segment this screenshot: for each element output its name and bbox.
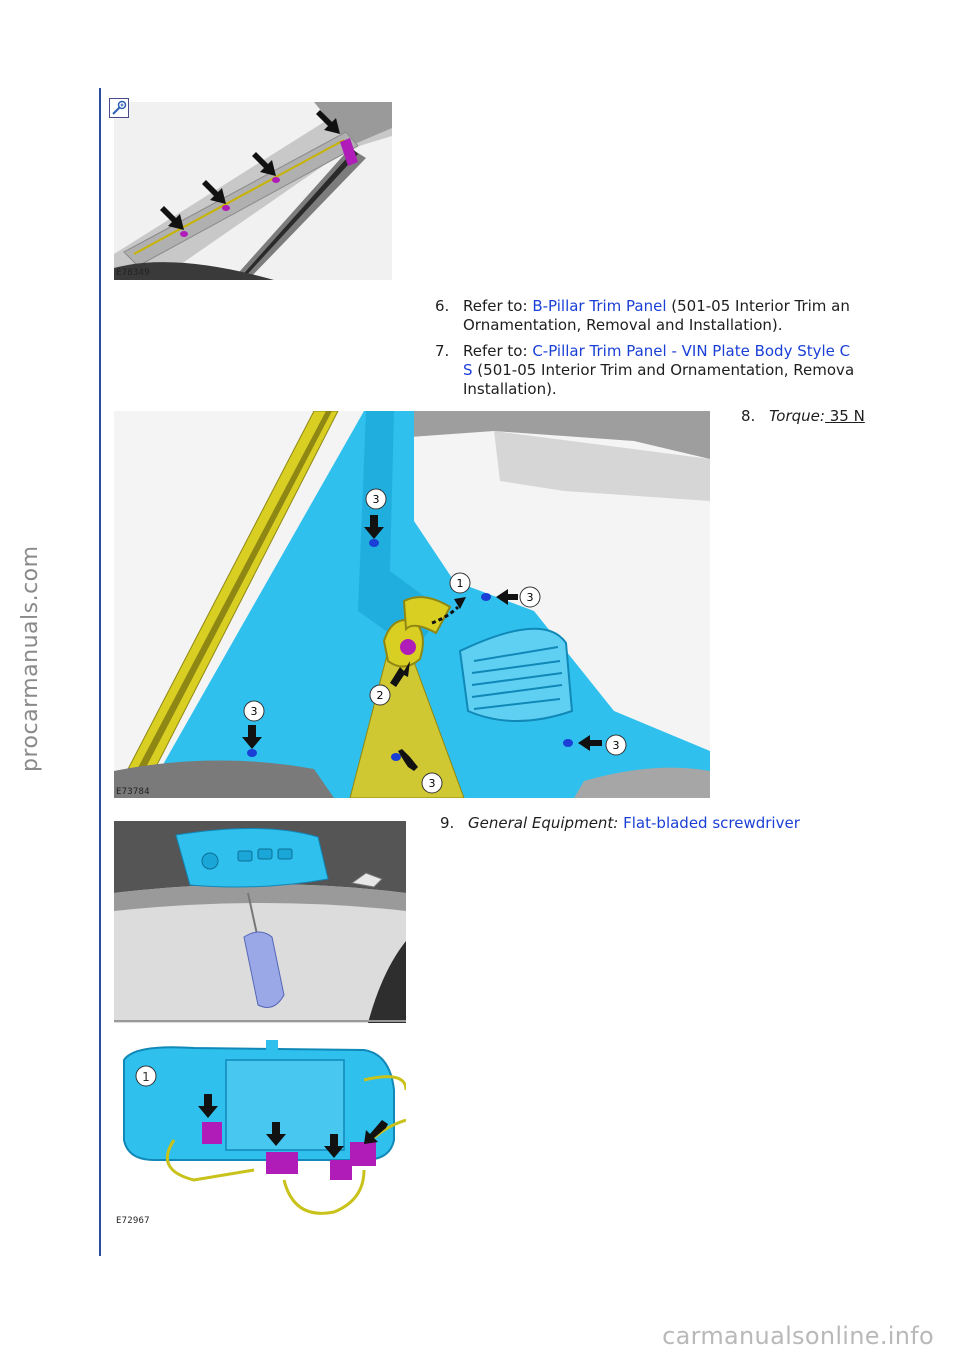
step-prefix: Refer to: <box>463 297 533 315</box>
figure-roof-rail <box>114 102 392 280</box>
figure-label: E73784 <box>116 787 150 797</box>
callout-number: 3 <box>428 777 436 790</box>
step-number: 7. <box>435 342 450 360</box>
step-text-line2: (501-05 Interior Trim and Ornamentation, Remova <box>472 361 855 379</box>
side-watermark: procarmanuals.com <box>18 545 43 772</box>
figure-console-removal <box>114 821 406 1023</box>
link-c-pillar-trim-panel[interactable]: C-Pillar Trim Panel - VIN Plate Body Style C <box>532 342 851 360</box>
step-7 <box>435 342 875 402</box>
callout-number: 3 <box>250 705 258 718</box>
callout-number: 3 <box>372 493 380 506</box>
callout-marker <box>606 735 626 755</box>
step-9 <box>440 814 870 834</box>
link-c-pillar-trim-panel-cont[interactable]: S <box>463 361 473 379</box>
step-6 <box>435 297 875 337</box>
callout-number: 3 <box>526 591 534 604</box>
roof-rail-illustration <box>114 102 392 280</box>
callout-marker <box>244 701 264 721</box>
figure-label: E72967 <box>116 1216 150 1226</box>
callout-marker <box>520 587 540 607</box>
step-number: 9. <box>440 814 455 832</box>
bottom-watermark: carmanualsonline.info <box>662 1322 934 1350</box>
step-number: 6. <box>435 297 450 315</box>
left-margin-rule <box>99 88 101 1256</box>
console-connectors-illustration <box>114 1030 406 1230</box>
callout-marker <box>370 685 390 705</box>
figure-label: E78349 <box>116 268 150 278</box>
torque-label: Torque: <box>769 407 825 425</box>
step-text-line3: Installation). <box>463 380 557 398</box>
step-number: 8. <box>741 407 756 425</box>
figure-console-connectors <box>114 1030 406 1230</box>
link-b-pillar-trim-panel[interactable]: B-Pillar Trim Panel <box>532 297 667 315</box>
step-body <box>468 814 800 833</box>
callout-marker <box>366 489 386 509</box>
step-body <box>769 407 865 426</box>
step-text-line2: Ornamentation, Removal and Installation). <box>463 316 783 334</box>
callout-number: 2 <box>376 689 384 702</box>
step-prefix: Refer to: <box>463 342 533 360</box>
callout-number: 1 <box>456 577 464 590</box>
callout-marker <box>450 573 470 593</box>
torque-value: 35 N <box>824 407 865 425</box>
svg-text:1: 1 <box>142 1070 150 1084</box>
callout-number: 3 <box>612 739 620 752</box>
zoom-icon[interactable] <box>109 98 129 118</box>
step-8 <box>741 407 875 427</box>
step-body <box>463 297 850 335</box>
step-body <box>463 342 854 399</box>
link-flat-bladed-screwdriver[interactable]: Flat-bladed screwdriver <box>623 814 800 832</box>
step-text: (501-05 Interior Trim an <box>666 297 850 315</box>
callout-marker <box>422 773 442 793</box>
c-pillar-illustration <box>114 411 710 798</box>
console-removal-illustration <box>114 821 406 1023</box>
magnify-glyph <box>110 99 128 117</box>
equipment-label: General Equipment: <box>468 814 619 832</box>
figure-c-pillar <box>114 411 710 798</box>
